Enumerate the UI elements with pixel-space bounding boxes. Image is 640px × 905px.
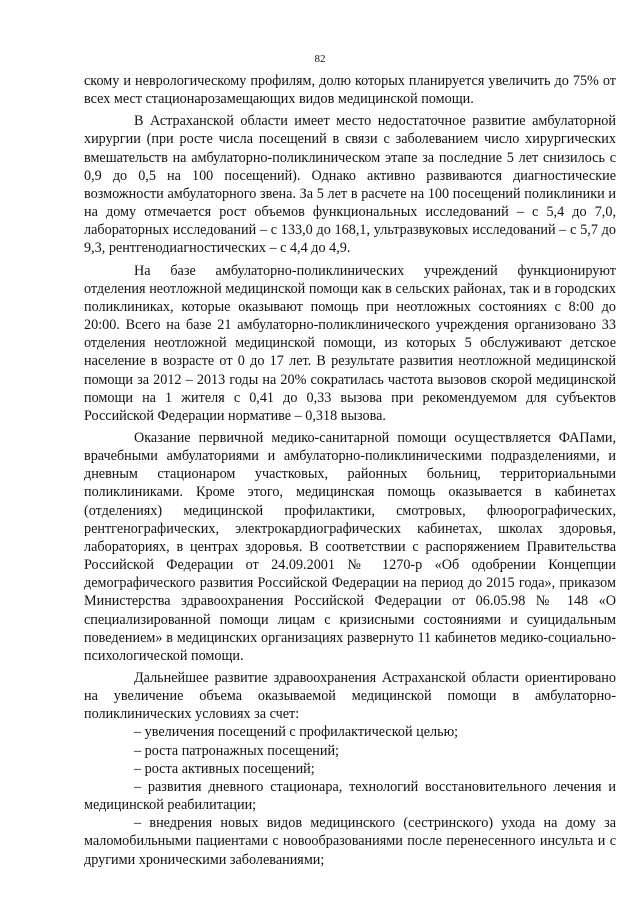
list-item: – внедрения новых видов медицинского (сестринского) ухода на дому за маломобильными пациентами с новообразованиями после перенесенного инсульта и с другими хроническими заболеваниями;	[84, 815, 616, 868]
paragraph-emergency-care: На базе амбулаторно-поликлинических учреждений функционируют отделения неотложной медицинской помощи как в сельских районах, так и в городских поликлиниках, которые оказывают помощь при неотложных состояниях с 8:00 до 20:00. Всего на базе 21 амбулаторно-поликлинического учреждения организовано 33 отделения неотложной медицинской помощи, из которых 5 обслуживают детское население в возрасте от 0 до 17 лет. В результате развития неотложной медицинской помощи за 2012 – 2013 годы на 20% сократилась частота вызовов скорой медицинской помощи на 1 жителя с 0,41 до 0,33 вызова при рекомендуемом для субъектов Российской Федерации нормативе – 0,318 вызова.	[84, 262, 616, 424]
paragraph-primary-care: Оказание первичной медико-санитарной помощи осуществляется ФАПами, врачебными амбулаториями и амбулаторно-поликлиническими подразделениями, и дневным стационаром участковых, районных больниц, территориальными поликлиниками. Кроме этого, медицинская помощь оказывается в кабинетах (отделениях) медицинской профилактики, смотровых, флюорографических, рентгенографических, электрокардиографических кабинетах, школах здоровья, лабораториях, в центрах здоровья. В соответствии с распоряжением Правительства Российской Федерации от 24.09.2001 № 1270-р «Об одобрении Концепции демографического развития Российской Федерации на период до 2015 года», приказом Министерства здравоохранения Российской Федерации от 06.05.98 № 148 «О специализированной помощи лицам с кризисными состояниями и суицидальным поведением» в медицинских организациях развернуто 11 кабинетов медико-социально-психологической помощи.	[84, 429, 616, 664]
development-list	[84, 723, 616, 868]
list-item: – роста патронажных посещений;	[134, 742, 339, 759]
list-item: – увеличения посещений с профилактической целью;	[134, 724, 459, 741]
paragraph-development: Дальнейшее развитие здравоохранения Астраханской области ориентировано на увеличение объема оказываемой медицинской помощи в амбулаторно-поликлинических условиях за счет:	[84, 670, 616, 723]
paragraph-continuation: скому и неврологическому профилям, долю которых планируется увеличить до 75% от всех мест стационарозамещающих видов медицинской помощи.	[84, 73, 616, 108]
list-item: – роста активных посещений;	[134, 760, 315, 777]
document-body	[84, 72, 616, 869]
paragraph-ambulatory-surgery: В Астраханской области имеет место недостаточное развитие амбулаторной хирургии (при росте числа посещений в связи с заболеванием число хирургических вмешательств на амбулаторно-поликлиническом этапе за последние 5 лет снизилось с 0,9 до 0,5 на 100 посещений). Однако активно развиваются диагностические возможности амбулаторного звена. За 5 лет в расчете на 100 посещений поликлиники и на дому отмечается рост объемов функциональных исследований – с 5,4 до 7,0, лабораторных исследований – с 133,0 до 168,1, ультразвуковых исследований – с 5,7 до 9,3, рентгенодиагностических – с 4,4 до 4,9.	[84, 113, 616, 257]
page-number: 82	[314, 53, 326, 65]
list-item: – развития дневного стационара, технологий восстановительного лечения и медицинской реабилитации;	[84, 778, 616, 814]
